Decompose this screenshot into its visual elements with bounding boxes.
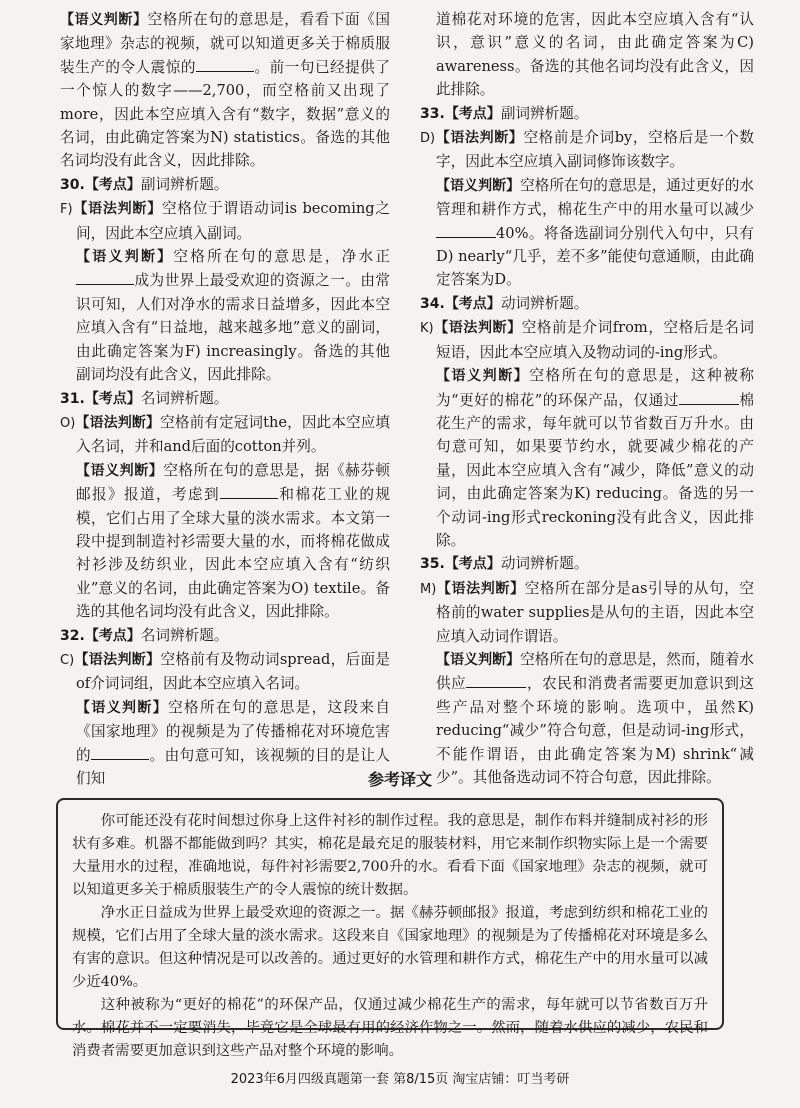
q32-grammar: C)【语法判断】空格前有及物动词spread，后面是of介词词组，因此本空应填入名词。 bbox=[60, 650, 390, 693]
q30-heading: 30.【考点】副词辨析题。 bbox=[60, 175, 229, 193]
q31-semantic: 【语义判断】空格所在句的意思是，据《赫芬顿邮报》报道，考虑到 和棉花工业的规模，它们占用了全球大量的淡水需求。本文第一段中提到制造衬衫需要大量的水，而将棉花做成衬衫涉及纺织业，因此本空应填入含有“纺织业”意义的名词，由此确定答案为O) textile。备选的其他名词均没有此含义，因此排除。 bbox=[76, 461, 390, 621]
q32-semantic: 【语义判断】空格所在句的意思是，这段来自《国家地理》的视频是为了传播棉花对环境危害的 。由句意可知，该视频的目的是让人们知 bbox=[76, 698, 390, 787]
answer-letter: M) bbox=[420, 581, 437, 597]
answer-letter: D) bbox=[420, 131, 436, 147]
q35-grammar: M)【语法判断】空格所在部分是as引导的从句，空格前的water supplies是从句的主语，因此本空应填入动词作谓语。 bbox=[420, 579, 754, 645]
reference-title: 参考译文 bbox=[367, 770, 432, 789]
q34-heading: 34.【考点】动词辨析题。 bbox=[420, 294, 589, 312]
answer-blank bbox=[196, 57, 254, 72]
q31-heading: 31.【考点】名词辨析题。 bbox=[60, 389, 229, 407]
q31-grammar: O)【语法判断】空格前有定冠词the，因此本空应填入名词，并和and后面的cotton并列。 bbox=[60, 413, 391, 456]
q33-grammar: D)【语法判断】空格前是介词by，空格后是一个数字，因此本空应填入副词修饰该数字。 bbox=[420, 129, 755, 171]
right-column bbox=[420, 8, 754, 789]
reference-paragraph: 净水正日益成为世界上最受欢迎的资源之一。据《赫芬顿邮报》报道，考虑到纺织和棉花工业的规模，它们占用了全球大量的淡水需求。这段来自《国家地理》的视频是为了传播棉花对环境是多么有害的意识。但这种情况是可以改善的。通过更好的水管理和耕作方式，棉花生产中的用水量可以减少近40%。 bbox=[72, 905, 708, 990]
answer-blank bbox=[679, 390, 739, 405]
semantic-tag: 【语义判断】 bbox=[60, 12, 148, 28]
q33-heading: 33.【考点】副词辨析题。 bbox=[420, 104, 589, 122]
answer-letter: F) bbox=[60, 202, 73, 218]
q33-semantic: 【语义判断】空格所在句的意思是，通过更好的水管理和耕作方式，棉花生产中的用水量可以减少40%。将备选副词分别代入句中，只有D) nearly“几乎，差不多”能使句意通顺，由此确定答案为D。 bbox=[436, 176, 754, 289]
answer-blank bbox=[436, 223, 496, 238]
q32-semantic-cont: 道棉花对环境的危害，因此本空应填入含有“认识，意识”意义的名词，由此确定答案为C) awareness。备选的其他名词均没有此含义，因此排除。 bbox=[436, 11, 754, 99]
answer-letter: O) bbox=[60, 415, 76, 431]
page-footer: 2023年6月四级真题第一套 第8/15页 淘宝店铺：叮当考研 bbox=[230, 1072, 570, 1087]
q34-semantic: 【语义判断】空格所在句的意思是，这种被称为“更好的棉花”的环保产品，仅通过 棉花生产的需求，每年就可以节省数百万升水。由句意可知，如果要节约水，就要减少棉花的产量，因此本空应填入含有“减少，降低”意义的动词，由此确定答案为K) reducing。备选的另一个动词-ing形式reckoning没有此含义，因此排除。 bbox=[436, 367, 754, 549]
answer-blank bbox=[76, 270, 134, 285]
reference-paragraph: 这种被称为“更好的棉花”的环保产品，仅通过减少棉花生产的需求，每年就可以节省数百万升水。棉花并不一定要消失，毕竟它是全球最有用的经济作物之一。然而，随着水供应的减少，农民和消费者需要更加意识到这些产品对整个环境的影响。 bbox=[72, 997, 708, 1059]
answer-blank bbox=[91, 745, 149, 760]
reference-translation-box bbox=[56, 798, 724, 1059]
q30-grammar: F)【语法判断】空格位于谓语动词is becoming之间，因此本空应填入副词。 bbox=[60, 200, 391, 242]
answer-blank bbox=[466, 673, 526, 688]
reference-paragraph: 你可能还没有花时间想过你身上这件衬衫的制作过程。我的意思是，制作布料并缝制成衬衫的形状有多难。机器不都能做到吗？其实，棉花是最充足的服装材料，用它来制作织物实际上是一个需要大量用水的过程，准确地说，每件衬衫需要2,700升的水。看看下面《国家地理》杂志的视频，就可以知道更多关于棉质服装生产的令人震惊的统计数据。 bbox=[72, 813, 708, 898]
answer-letter: K) bbox=[420, 321, 434, 337]
q34-grammar: K)【语法判断】空格前是介词from，空格后是名词短语，因此本空应填入及物动词的-ing形式。 bbox=[420, 319, 755, 361]
q29-semantic-cont: 【语义判断】空格所在句的意思是，看看下面《国家地理》杂志的视频，就可以知道更多关于棉质服装生产的令人震惊的 。前一句已经提供了一个惊人的数字——2,700，而空格前又出现了more，因此本空应填入含有“数字，数据”意义的名词，由此确定答案为N) statistics。备选的其他名词均没有此含义，因此排除。 bbox=[60, 11, 390, 170]
answer-blank bbox=[220, 484, 278, 499]
q35-heading: 35.【考点】动词辨析题。 bbox=[420, 555, 589, 573]
q32-heading: 32.【考点】名词辨析题。 bbox=[60, 626, 229, 644]
left-column bbox=[60, 8, 390, 790]
q35-semantic: 【语义判断】空格所在句的意思是，然而，随着水供应 ，农民和消费者需要更加意识到这些产品对整个环境的影响。选项中，虽然K) reducing“减少”符合句意，但是动词-ing形式，不能作谓语，由此确定答案为M) shrink“减少”。其他备选动词不符合句意，因此排除。 bbox=[436, 650, 754, 786]
answer-letter: C) bbox=[60, 652, 75, 668]
q30-semantic: 【语义判断】空格所在句的意思是，净水正成为世界上最受欢迎的资源之一。由常识可知，人们对净水的需求日益增多，因此本空应填入含有“日益地，越来越多地”意义的副词，由此确定答案为F) increasingly。备选的其他副词均没有此含义，因此排除。 bbox=[76, 248, 390, 384]
